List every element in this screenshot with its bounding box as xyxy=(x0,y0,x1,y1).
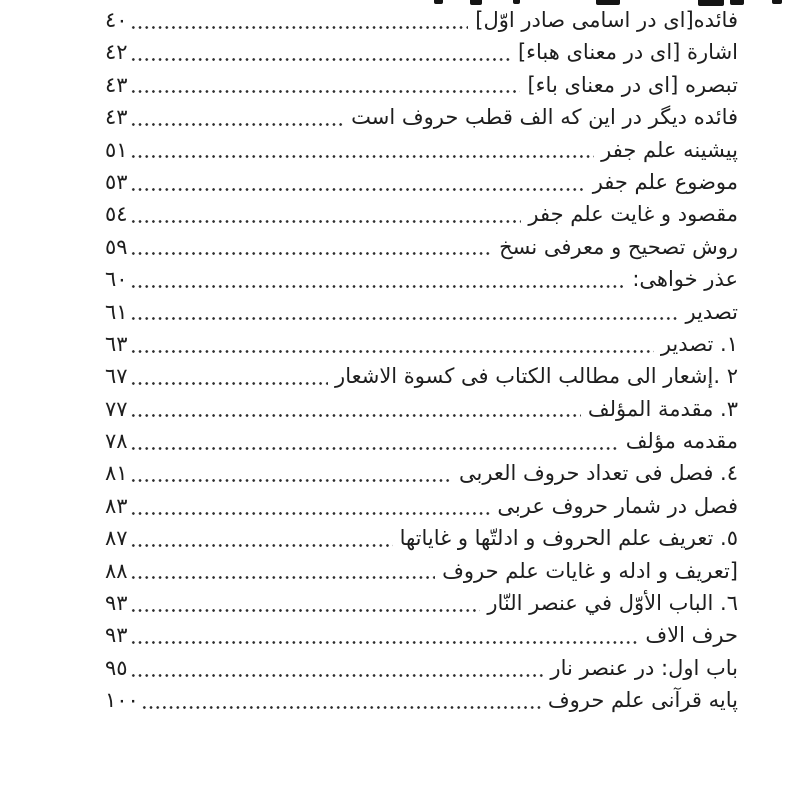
toc-entry-page-number: ٨٣ xyxy=(105,493,128,518)
toc-entry-title: پیشینه علم جفر xyxy=(601,137,738,162)
toc-entry-title: روش تصحیح و معرفی نسخ xyxy=(499,234,738,259)
toc-entry-title: تصدیر xyxy=(685,299,738,324)
toc-entry xyxy=(105,263,738,295)
toc-entry-page-number: ٧٨ xyxy=(105,429,128,454)
toc-entry-title: باب اول: در عنصر نار xyxy=(550,655,738,680)
toc-entry-page-number: ٥٣ xyxy=(105,169,128,194)
dot-leader xyxy=(130,231,493,263)
toc-entry xyxy=(105,198,738,230)
dot-leader xyxy=(130,652,544,684)
toc-entry xyxy=(105,4,738,36)
dot-leader xyxy=(130,555,436,587)
dot-leader xyxy=(130,4,469,36)
toc-entry-page-number: ٧٧ xyxy=(105,396,128,421)
toc-entry-title: فائده[ای در اسامی صادر اوّل] xyxy=(475,8,738,32)
dot-leader xyxy=(141,684,541,716)
toc-entry xyxy=(105,328,738,360)
dot-leader xyxy=(130,490,491,522)
toc-entry-title: حرف الاف xyxy=(645,623,738,648)
toc-entry xyxy=(105,555,738,587)
toc-entry-page-number: ٨٨ xyxy=(105,558,128,583)
toc-entry-title: [تعریف و ادله و غایات علم حروف xyxy=(442,558,738,583)
toc-entry xyxy=(105,587,738,619)
toc-entry-page-number: ٦٧ xyxy=(105,364,128,389)
toc-entry-page-number: ٤٣ xyxy=(105,72,128,97)
toc-entry xyxy=(105,36,738,68)
dot-leader xyxy=(130,101,345,133)
toc-entry-title: ٥. تعریف علم الحروف و ادلتّها و غایاتها xyxy=(399,526,738,551)
toc-entry-title: مقصود و غایت علم جفر xyxy=(528,202,738,227)
toc-entry xyxy=(105,166,738,198)
toc-entry xyxy=(105,101,738,133)
dot-leader xyxy=(130,263,626,295)
dot-leader xyxy=(130,587,481,619)
toc-entry xyxy=(105,425,738,457)
dot-leader xyxy=(130,619,639,651)
toc-entry xyxy=(105,69,738,101)
dot-leader xyxy=(130,328,654,360)
toc-entry-title: عذر خواهی: xyxy=(632,267,738,292)
toc-entry-title: موضوع علم جفر xyxy=(592,169,738,194)
toc-entry-title: فائده دیگر در این که الف قطب حروف است xyxy=(351,105,738,130)
toc-entry-page-number: ٨١ xyxy=(105,461,128,486)
toc-entry-title: ٢ .إشعار الی مطالب الکتاب فی کسوة الاشعار xyxy=(335,364,738,389)
toc-entry-page-number: ٦٣ xyxy=(105,331,128,356)
toc-entry-title: ٦. الباب الأوّل في عنصر النّار xyxy=(487,591,738,616)
dot-leader xyxy=(130,36,511,68)
toc-entry-title: ٤. فصل فی تعداد حروف العربی xyxy=(459,461,738,486)
dot-leader xyxy=(130,522,393,554)
dot-leader xyxy=(130,198,522,230)
dot-leader xyxy=(130,457,452,489)
toc-entry-page-number: ٩٣ xyxy=(105,591,128,616)
toc-entry xyxy=(105,684,738,716)
toc-entry xyxy=(105,231,738,263)
toc-entry-page-number: ٦٠ xyxy=(105,267,128,292)
toc-entry-title: مقدمه مؤلف xyxy=(625,429,738,454)
toc-entry-title: ١. تصدیر xyxy=(660,331,738,356)
dot-leader xyxy=(130,425,619,457)
toc-entry-title: اشارة [ای در معنای هباء] xyxy=(517,40,738,65)
toc-entry xyxy=(105,457,738,489)
dot-leader xyxy=(130,393,581,425)
toc-entry-page-number: ٤٣ xyxy=(105,105,128,130)
dot-leader xyxy=(130,166,586,198)
toc-entry xyxy=(105,652,738,684)
toc-entry xyxy=(105,393,738,425)
toc-entry-page-number: ٨٧ xyxy=(105,526,128,551)
toc-entry xyxy=(105,296,738,328)
toc-entry-title: فصل در شمار حروف عربی xyxy=(497,493,738,518)
toc-entry xyxy=(105,619,738,651)
dot-leader xyxy=(130,134,595,166)
toc-entry-page-number: ٦١ xyxy=(105,299,128,324)
toc-entry-page-number: ٩٣ xyxy=(105,623,128,648)
toc-entry-title: ٣. مقدمة المؤلف xyxy=(587,396,738,421)
toc-entry-page-number: ٤٢ xyxy=(105,40,128,65)
toc-entry xyxy=(105,522,738,554)
toc-entry-page-number: ٩٥ xyxy=(105,655,128,680)
toc-entry xyxy=(105,490,738,522)
toc-list xyxy=(105,4,738,717)
dot-leader xyxy=(130,360,328,392)
dot-leader xyxy=(130,296,679,328)
toc-entry-title: تبصره [ای در معنای باء] xyxy=(527,72,738,97)
dot-leader xyxy=(130,69,521,101)
toc-entry xyxy=(105,134,738,166)
toc-entry-page-number: ٥١ xyxy=(105,137,128,162)
toc-entry xyxy=(105,360,738,392)
toc-entry-title: پایه قرآنی علم حروف xyxy=(547,688,738,713)
toc-entry-page-number: ٥٤ xyxy=(105,202,128,227)
toc-entry-page-number: ٤٠ xyxy=(105,8,128,32)
toc-entry-page-number: ٥٩ xyxy=(105,234,128,259)
toc-entry-page-number: ١٠٠ xyxy=(105,688,139,713)
